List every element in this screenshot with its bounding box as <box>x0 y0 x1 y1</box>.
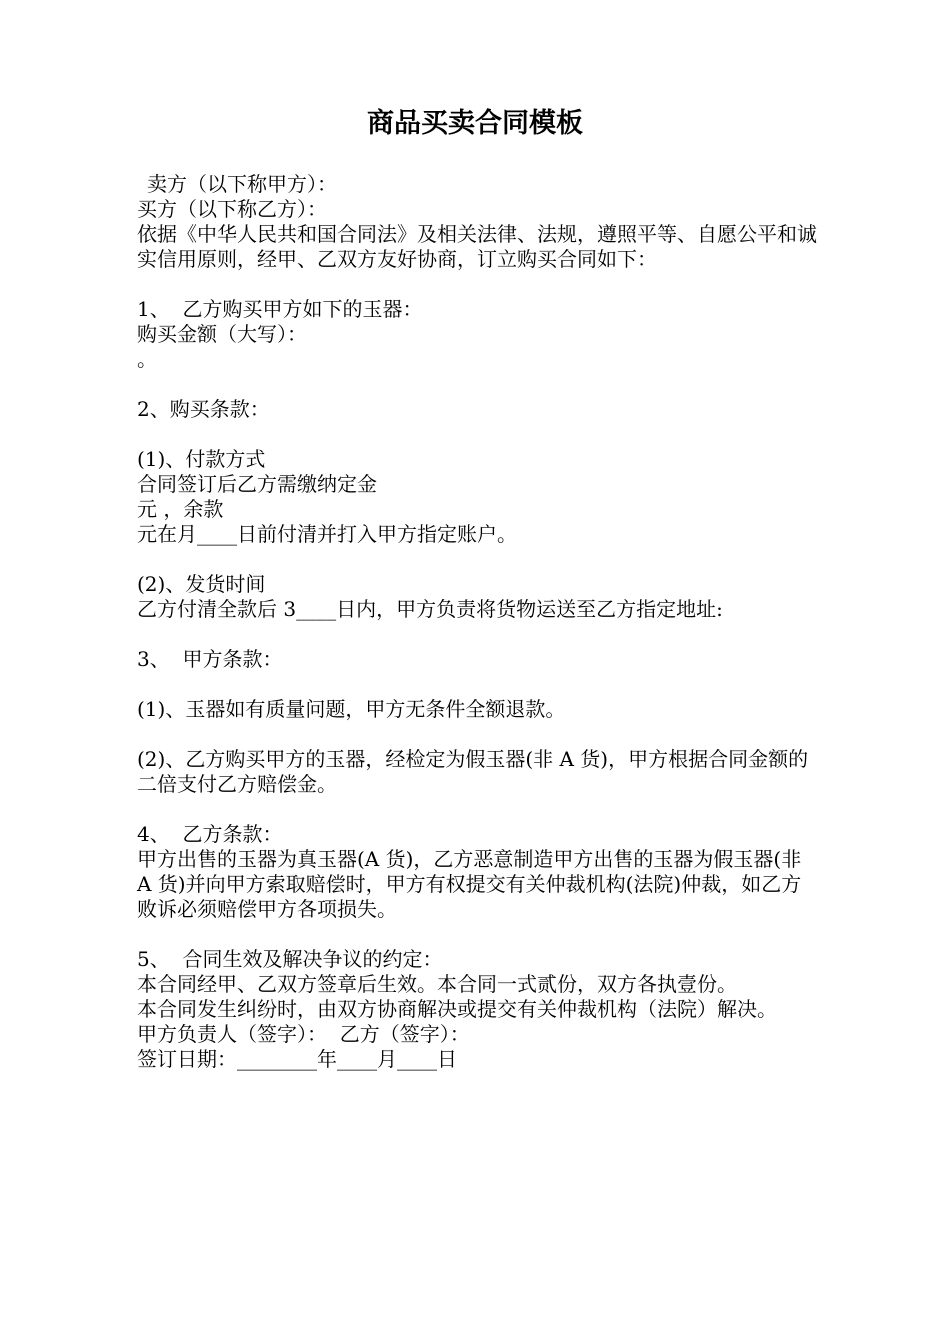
seller-line: 卖方（以下称甲方）： <box>147 172 337 196</box>
section-5-heading: 5、 合同生效及解决争议的约定： <box>137 947 443 971</box>
payment-line-1: 合同签订后乙方需缴纳定金 <box>137 472 377 496</box>
signature-line: 甲方负责人（签字）： 乙方（签字）： <box>137 1022 470 1046</box>
seller-term-1: (1)、玉器如有质量问题，甲方无条件全额退款。 <box>137 697 566 721</box>
buyer-terms-text: 甲方出售的玉器为真玉器(A 货)，乙方恶意制造甲方出售的玉器为假玉器(非 A 货)并向甲方索取赔偿时，甲方有权提交有关仲裁机构(法院)仲裁，如乙方败诉必须赔偿甲方各项损失。 <box>137 847 808 921</box>
dispute-line: 本合同发生纠纷时，由双方协商解决或提交有关仲裁机构（法院）解决。 <box>137 997 777 1021</box>
section-2-heading: 2、购买条款： <box>137 397 270 421</box>
signing-date-line: 签订日期：________年____月____日 <box>137 1047 457 1071</box>
section-4-heading: 4、 乙方条款： <box>137 822 283 846</box>
section-3-heading: 3、 甲方条款： <box>137 647 283 671</box>
effective-line: 本合同经甲、乙双方签章后生效。本合同一式贰份，双方各执壹份。 <box>137 972 737 996</box>
delivery-time-title: (2)、发货时间 <box>137 572 266 596</box>
buyer-line: 买方（以下称乙方）： <box>137 197 327 221</box>
section-1-heading: 1、 乙方购买甲方如下的玉器： <box>137 297 423 321</box>
section-1-end: 。 <box>137 347 157 371</box>
payment-method-title: (1)、付款方式 <box>137 447 266 471</box>
payment-line-3: 元在月____日前付清并打入甲方指定账户。 <box>137 522 517 546</box>
contract-body <box>137 172 817 1072</box>
delivery-line: 乙方付清全款后 3____日内，甲方负责将货物运送至乙方指定地址: <box>137 597 723 621</box>
purchase-amount-line: 购买金额（大写）： <box>137 322 307 346</box>
payment-line-2: 元 ，余款 <box>137 497 224 521</box>
seller-term-2: (2)、乙方购买甲方的玉器，经检定为假玉器(非 A 货)，甲方根据合同金额的二倍支付乙方赔偿金。 <box>137 747 809 796</box>
document-title: 商品买卖合同模板 <box>367 108 583 139</box>
intro-paragraph: 依据《中华人民共和国合同法》及相关法律、法规，遵照平等、自愿公平和诚实信用原则，经甲、乙双方友好协商，订立购买合同如下： <box>137 222 817 271</box>
